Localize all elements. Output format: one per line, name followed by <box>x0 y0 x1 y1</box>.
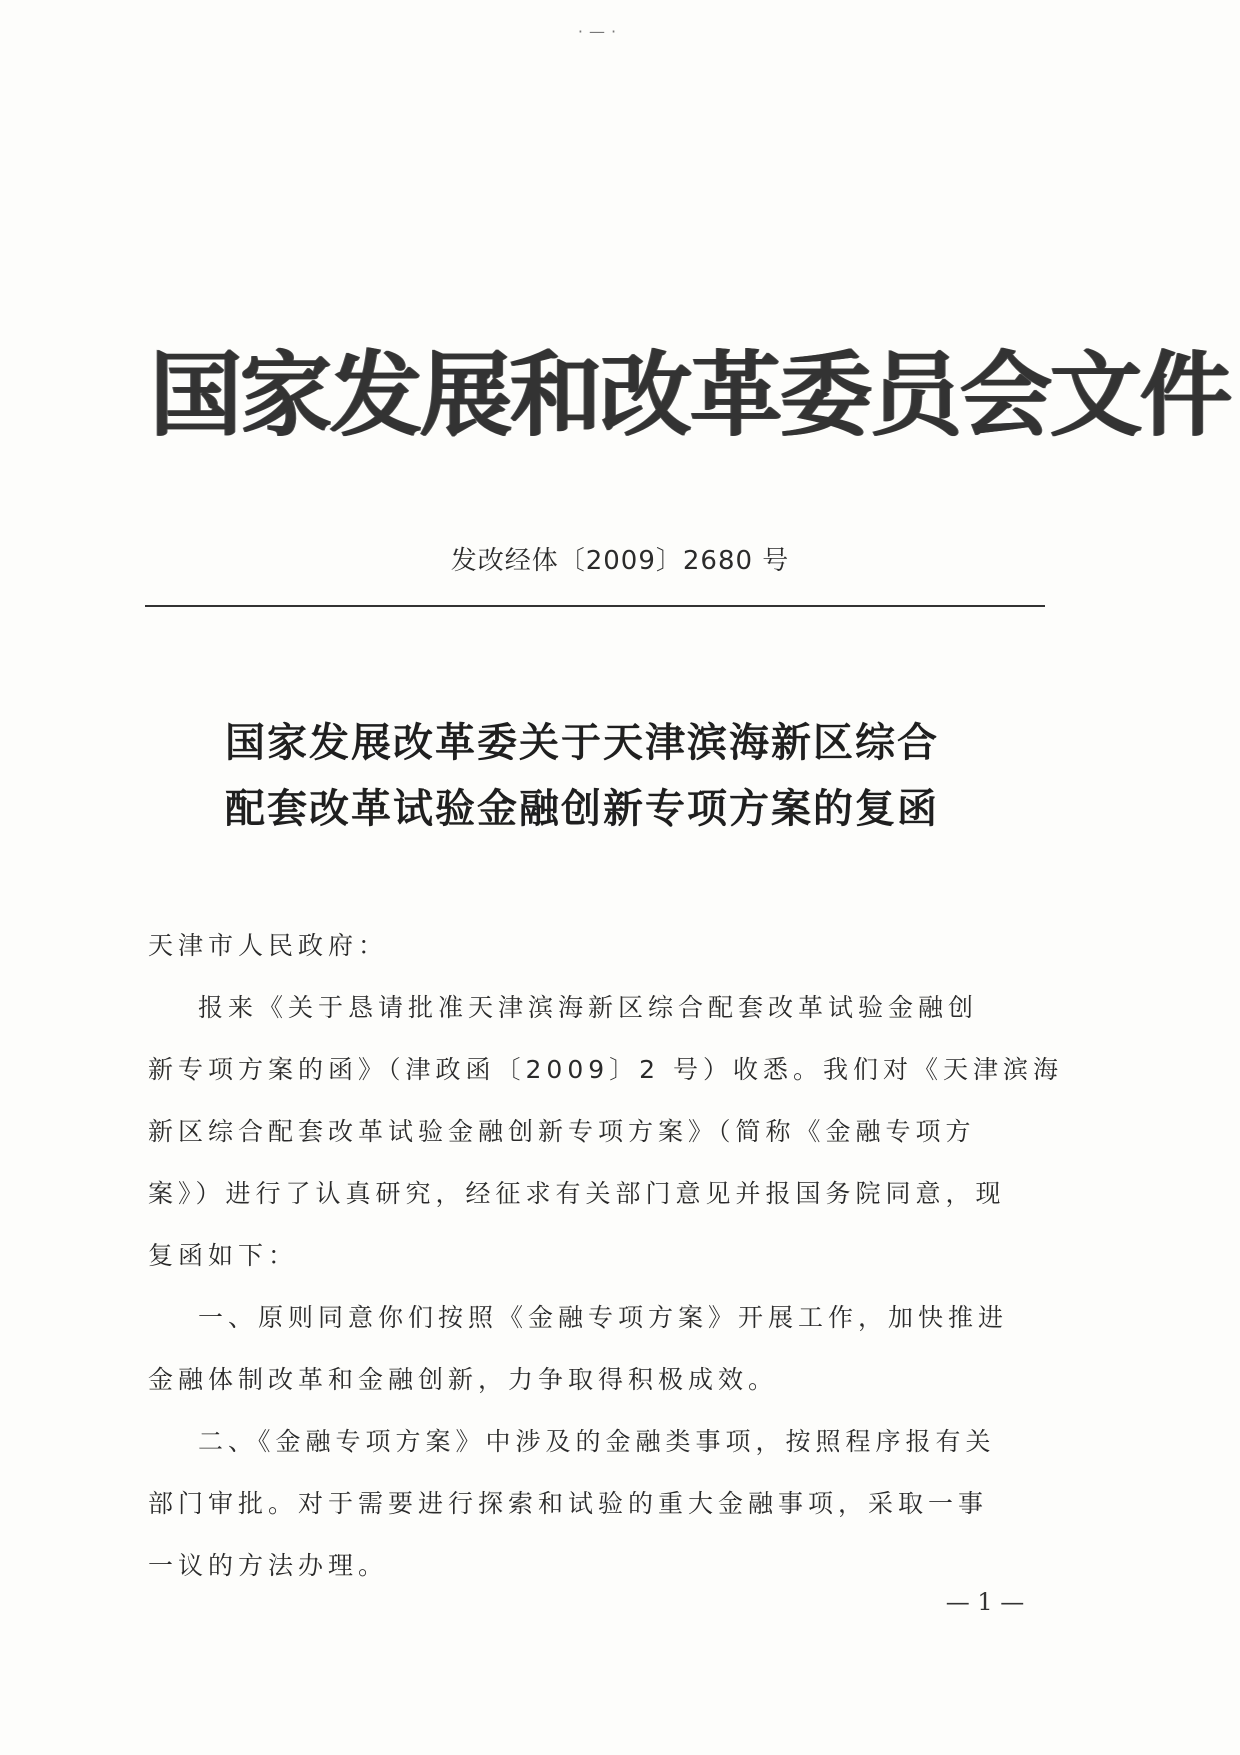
body-line: 一议的方法办理。 <box>148 1551 389 1580</box>
body-line: 案》）进行了认真研究，经征求有关部门意见并报国务院同意，现 <box>148 1179 1006 1208</box>
body-line: 部门审批。对于需要进行探索和试验的重大金融事项，采取一事 <box>148 1489 989 1518</box>
document-title <box>225 710 1025 842</box>
scan-mark: ·—· <box>577 22 623 41</box>
document-body <box>148 915 1063 1597</box>
salutation: 天津市人民政府： <box>148 931 389 960</box>
header-divider <box>145 605 1045 607</box>
document-number: 发改经体〔2009〕2680 号 <box>450 546 790 576</box>
title-line-1: 国家发展改革委关于天津滨海新区综合 <box>225 719 939 766</box>
body-line: 一、原则同意你们按照《金融专项方案》开展工作，加快推进 <box>198 1303 1009 1332</box>
title-line-2: 配套改革试验金融创新专项方案的复函 <box>225 785 939 832</box>
document-header: 国家发展和改革委员会文件 <box>150 341 1231 449</box>
body-line: 新专项方案的函》（津政函〔2009〕2 号）收悉。我们对《天津滨海 <box>148 1055 1063 1084</box>
body-line: 金融体制改革和金融创新，力争取得积极成效。 <box>148 1365 779 1394</box>
page-number: — 1 — <box>945 1588 1025 1616</box>
body-line: 报来《关于恳请批准天津滨海新区综合配套改革试验金融创 <box>198 993 979 1022</box>
body-line: 二、《金融专项方案》中涉及的金融类事项，按照程序报有关 <box>198 1427 996 1456</box>
body-line: 复函如下： <box>148 1241 299 1270</box>
body-line: 新区综合配套改革试验金融创新专项方案》（简称《金融专项方 <box>148 1117 976 1146</box>
